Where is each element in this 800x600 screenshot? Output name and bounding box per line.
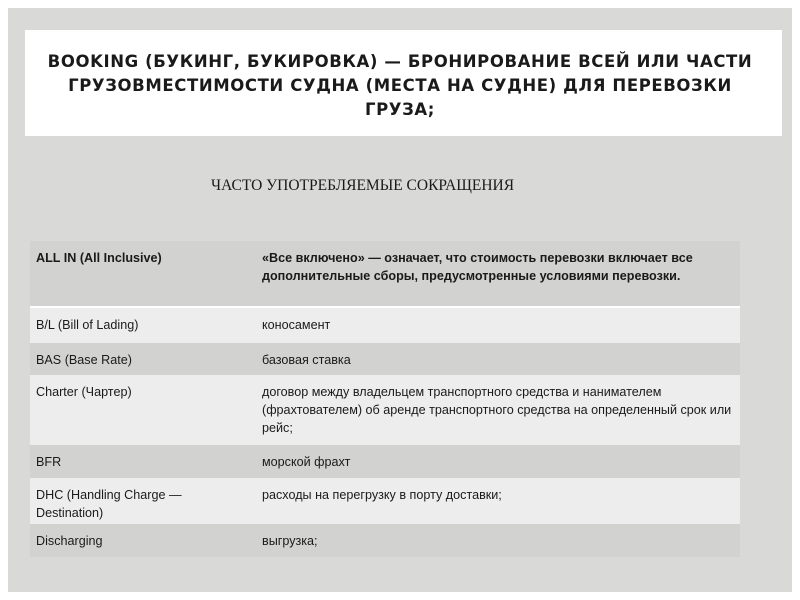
table-row [30,478,740,524]
table-row [30,375,740,445]
table-header-row [30,241,740,306]
definition-cell: морской фрахт [262,455,351,469]
table-row [30,343,740,375]
table-row [30,445,740,478]
term-cell: B/L (Bill of Lading) [36,318,139,332]
section-subtitle: ЧАСТО УПОТРЕБЛЯЕМЫЕ СОКРАЩЕНИЯ [211,177,515,194]
definition-cell: договор между владельцем транспортного средства и нанимателем (фрахтователем) об аренде транспортного средства на определенный срок или рейс; [262,385,732,435]
term-cell: Discharging [36,534,103,548]
definition-cell: базовая ставка [262,353,351,367]
table-row [30,524,740,557]
term-cell: DHC (Handling Charge — Destination) [36,488,182,520]
table-row [30,308,740,343]
header-definition-cell: «Все включено» — означает, что стоимость перевозки включает все дополнительные сборы, предусмотренные условиями перевозки. [262,251,693,283]
abbreviations-table [30,241,740,557]
definition-cell: расходы на перегрузку в порту доставки; [262,488,502,502]
definition-cell: коносамент [262,318,331,332]
header-term-cell: ALL IN (All Inclusive) [36,251,162,265]
definition-cell: выгрузка; [262,534,318,548]
term-cell: BAS (Base Rate) [36,353,132,367]
term-cell: Charter (Чартер) [36,385,132,399]
term-cell: BFR [36,455,62,469]
slide-title: BOOKING (БУКИНГ, БУКИРОВКА) — БРОНИРОВАНИЕ ВСЕЙ ИЛИ ЧАСТИ ГРУЗОВМЕСТИМОСТИ СУДНА (МЕСТА НА СУДНЕ) ДЛЯ ПЕРЕВОЗКИ ГРУЗА; [47,52,753,119]
